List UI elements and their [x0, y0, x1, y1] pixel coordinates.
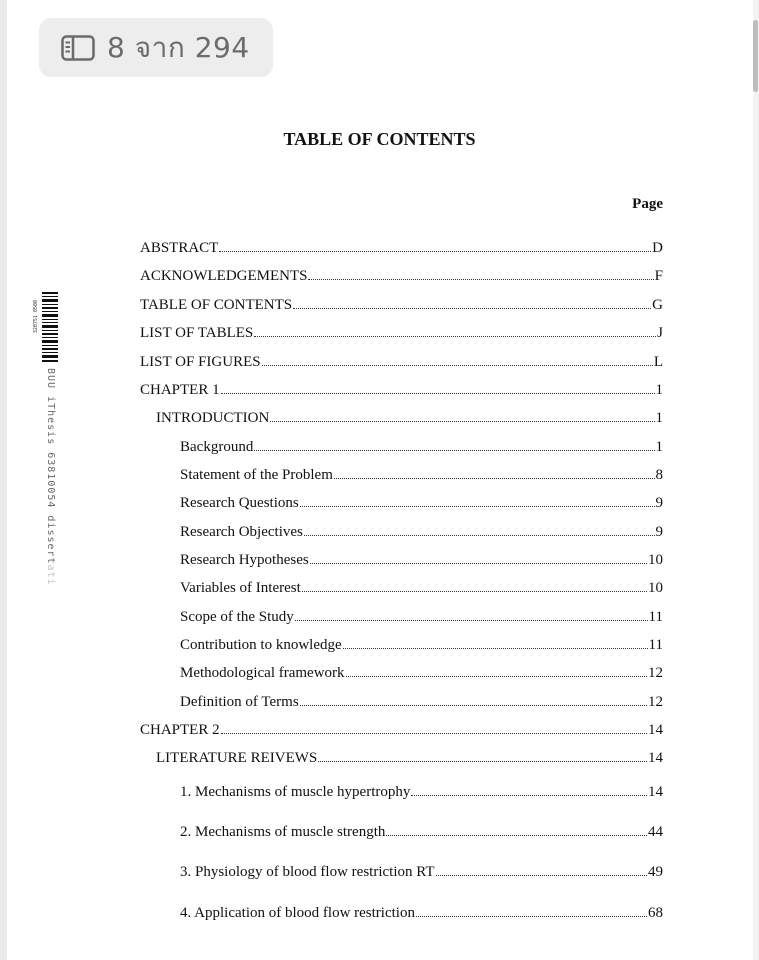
- toc-leader-dots: [416, 904, 647, 917]
- scrollbar-thumb[interactable]: [753, 20, 758, 92]
- toc-leader-dots: [386, 823, 647, 836]
- toc-entry-label: ACKNOWLEDGEMENTS: [140, 268, 308, 284]
- toc-entry[interactable]: [0, 904, 759, 922]
- toc-entry-page: 1: [655, 410, 663, 426]
- page-indicator-text: 8 จาก 294: [107, 30, 250, 64]
- sidebar-icon[interactable]: [61, 35, 95, 61]
- toc-entry-label: Definition of Terms: [180, 694, 299, 710]
- toc-entry[interactable]: [0, 324, 759, 342]
- page-indicator[interactable]: [39, 18, 273, 77]
- toc-entry-page: 9: [655, 495, 663, 511]
- barcode-number: 320751 0500: [33, 300, 39, 334]
- toc-entry[interactable]: [0, 783, 759, 801]
- toc-entry-page: 1: [655, 439, 663, 455]
- toc-entry[interactable]: [0, 267, 759, 285]
- toc-entry-page: 10: [648, 552, 663, 568]
- toc-entry[interactable]: [0, 608, 759, 626]
- toc-entry-page: 11: [648, 637, 663, 653]
- toc-leader-dots: [318, 749, 647, 762]
- toc-entry-page: 12: [648, 665, 663, 681]
- toc-entry[interactable]: [0, 438, 759, 456]
- toc-entry-label: Research Questions: [180, 495, 299, 511]
- toc-entry[interactable]: [0, 466, 759, 484]
- toc-entry-label: Contribution to knowledge: [180, 637, 342, 653]
- toc-leader-dots: [262, 353, 653, 366]
- toc-entry-page: J: [657, 325, 663, 341]
- page-column-header: Page: [632, 196, 663, 212]
- toc-leader-dots: [221, 721, 647, 734]
- toc-title: TABLE OF CONTENTS: [283, 129, 476, 149]
- toc-entry-label: 2. Mechanisms of muscle strength: [180, 824, 386, 840]
- toc-entry[interactable]: [0, 523, 759, 541]
- toc-entry[interactable]: [0, 353, 759, 371]
- toc-entry-label: Scope of the Study: [180, 609, 294, 625]
- toc-leader-dots: [343, 636, 648, 649]
- toc-leader-dots: [300, 693, 647, 706]
- toc-entry-page: 8: [655, 467, 663, 483]
- toc-entry-label: LITERATURE REIVEWS: [156, 750, 318, 766]
- toc-leader-dots: [436, 863, 647, 876]
- toc-entry[interactable]: [0, 863, 759, 881]
- toc-leader-dots: [295, 608, 648, 621]
- toc-entry-label: Statement of the Problem: [180, 467, 333, 483]
- toc-leader-dots: [221, 381, 655, 394]
- toc-entry-label: CHAPTER 2: [140, 722, 220, 738]
- watermark-text: BUU iThesis 63810054 dissert: [45, 368, 56, 565]
- toc-entry-page: D: [652, 240, 663, 256]
- toc-entry-page: L: [653, 354, 663, 370]
- toc-entry[interactable]: [0, 579, 759, 597]
- toc-entry[interactable]: [0, 749, 759, 767]
- toc-entry-label: Variables of Interest: [180, 580, 301, 596]
- toc-entry-label: LIST OF FIGURES: [140, 354, 261, 370]
- toc-leader-dots: [254, 438, 654, 451]
- toc-entry-page: 12: [648, 694, 663, 710]
- toc-entry-page: 11: [648, 609, 663, 625]
- toc-entry-label: Research Objectives: [180, 524, 303, 540]
- toc-entry-page: F: [654, 268, 663, 284]
- toc-entry-label: CHAPTER 1: [140, 382, 220, 398]
- toc-entry-label: ABSTRACT: [140, 240, 219, 256]
- toc-entry-label: Background: [180, 439, 254, 455]
- toc-entry[interactable]: [0, 664, 759, 682]
- toc-leader-dots: [219, 239, 651, 252]
- toc-entry-page: G: [652, 297, 663, 313]
- toc-leader-dots: [293, 296, 651, 309]
- toc-leader-dots: [334, 466, 655, 479]
- toc-leader-dots: [346, 664, 647, 677]
- toc-entry[interactable]: [0, 409, 759, 427]
- toc-leader-dots: [254, 324, 656, 337]
- toc-entry[interactable]: [0, 823, 759, 841]
- toc-entry[interactable]: [0, 494, 759, 512]
- toc-leader-dots: [302, 579, 647, 592]
- toc-entry-page: 10: [648, 580, 663, 596]
- toc-leader-dots: [308, 267, 653, 280]
- toc-leader-dots: [304, 523, 655, 536]
- toc-leader-dots: [300, 494, 655, 507]
- toc-entry-page: 14: [648, 784, 663, 800]
- toc-entry-label: Methodological framework: [180, 665, 345, 681]
- toc-entry-label: 3. Physiology of blood flow restriction RT: [180, 864, 435, 880]
- toc-entry-label: 1. Mechanisms of muscle hypertrophy: [180, 784, 411, 800]
- toc-entry-page: 1: [655, 382, 663, 398]
- toc-leader-dots: [310, 551, 647, 564]
- toc-entry[interactable]: [0, 381, 759, 399]
- toc-entry-page: 49: [648, 864, 663, 880]
- toc-entry-label: 4. Application of blood flow restriction: [180, 905, 415, 921]
- toc-entry-page: 14: [648, 722, 663, 738]
- toc-entry[interactable]: [0, 721, 759, 739]
- toc-entry[interactable]: [0, 693, 759, 711]
- toc-entry[interactable]: [0, 636, 759, 654]
- toc-entry-page: 44: [648, 824, 663, 840]
- toc-entry-page: 68: [648, 905, 663, 921]
- toc-entry[interactable]: [0, 551, 759, 569]
- toc-entry-label: LIST OF TABLES: [140, 325, 254, 341]
- toc-entry-label: TABLE OF CONTENTS: [140, 297, 293, 313]
- toc-leader-dots: [411, 783, 647, 796]
- toc-entry-page: 14: [648, 750, 663, 766]
- toc-leader-dots: [270, 409, 654, 422]
- toc-entry-page: 9: [655, 524, 663, 540]
- toc-entry-label: INTRODUCTION: [156, 410, 270, 426]
- toc-entry[interactable]: [0, 296, 759, 314]
- watermark-faded-text: ati: [45, 564, 56, 586]
- toc-entry[interactable]: [0, 239, 759, 257]
- toc-entry-label: Research Hypotheses: [180, 552, 309, 568]
